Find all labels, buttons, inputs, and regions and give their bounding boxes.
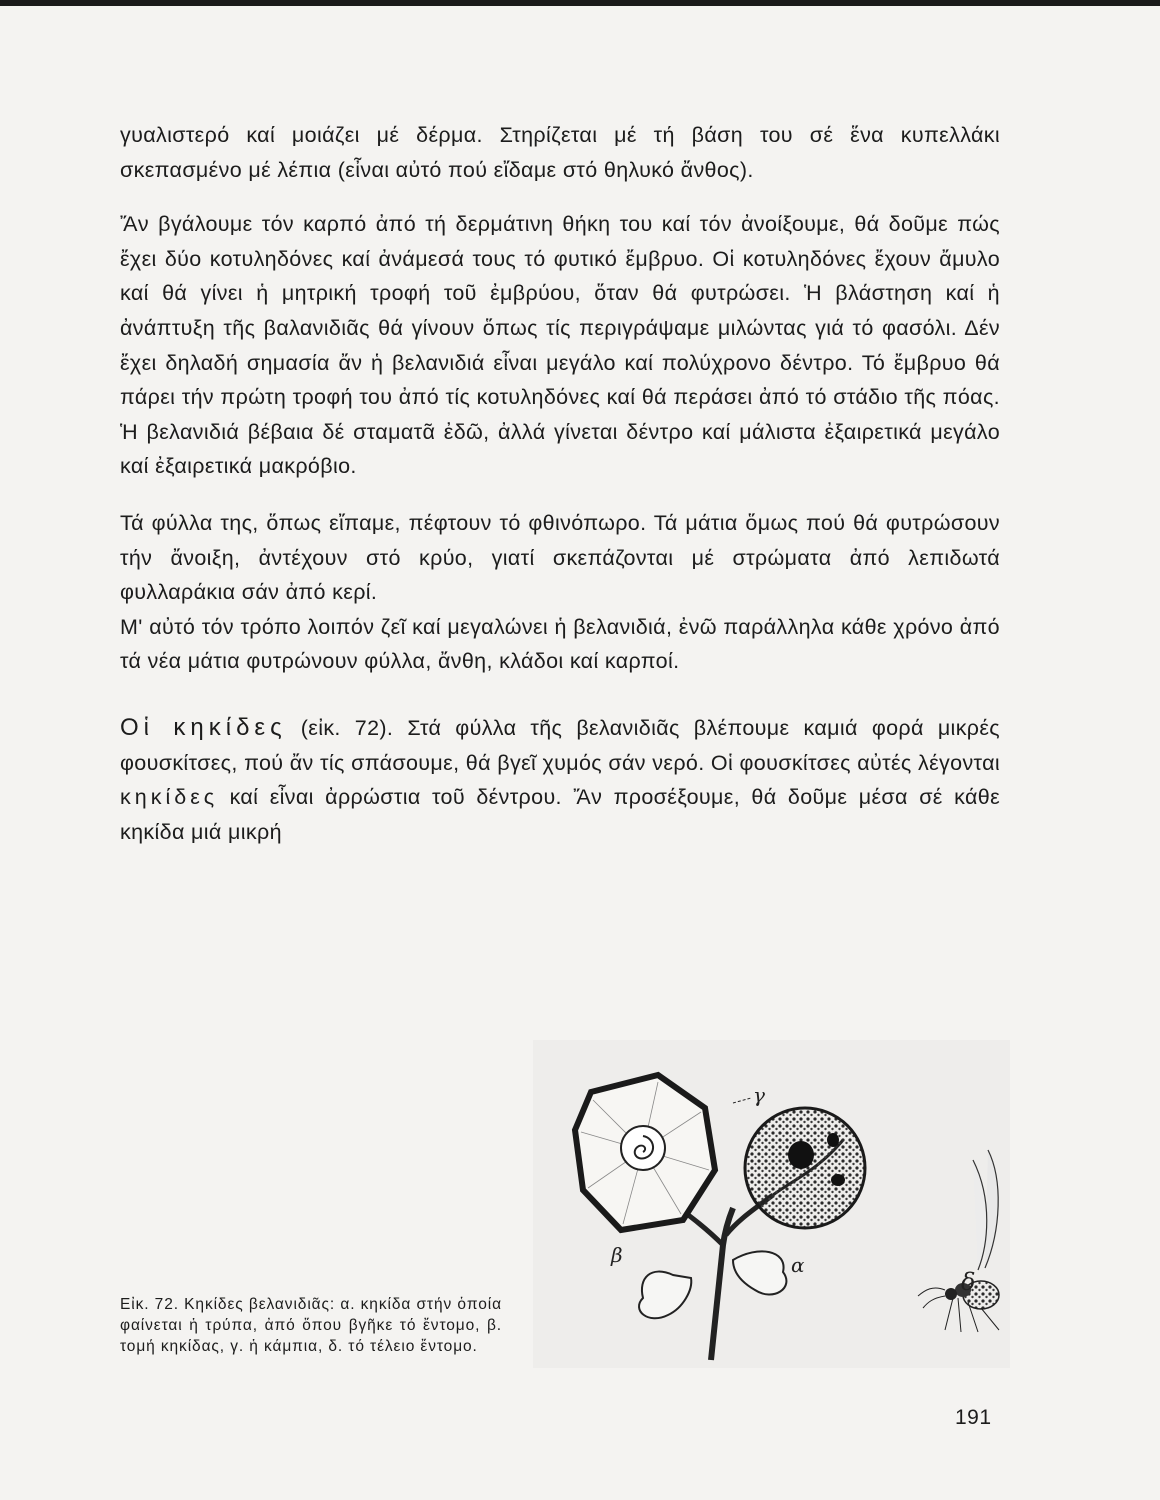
label-alpha: α bbox=[791, 1253, 805, 1277]
section-paragraph bbox=[120, 711, 1000, 849]
section-text-1: Στά φύλλα τῆς βελανιδιᾶς βλέπουμε καμιά φορά μικρές φουσκίτσες, πού ἄν τίς σπάσουμε, θά βγεῖ χυμός σάν νερό. Οἱ φουσκίτσες αὐτές λέγονται bbox=[120, 715, 1001, 775]
section-text-2: καί εἶναι ἀρρώστια τοῦ δέντρου. Ἄν προσέξουμε, θά δοῦμε μέσα σέ κάθε κηκίδα μιά μικρή bbox=[120, 785, 1000, 844]
gall-illustration bbox=[533, 1040, 1010, 1368]
figure-reference: (εἰκ. 72). bbox=[300, 715, 394, 740]
gall-cross-section bbox=[575, 1075, 715, 1230]
wasp-insect bbox=[918, 1150, 999, 1332]
label-beta: β bbox=[611, 1243, 623, 1267]
label-gamma: γ bbox=[753, 1083, 765, 1107]
section-heading: Οἱ κηκίδες bbox=[120, 713, 287, 741]
body-text bbox=[120, 118, 1000, 849]
paragraph-3: Τά φύλλα της, ὅπως εἴπαμε, πέφτουν τό φθινόπωρο. Τά μάτια ὅμως πού θά φυτρώσουν τήν ἄνοιξη, ἀντέχουν στό κρύο, γιατί σκεπάζονται μέ στρώματα ἀπό λεπιδωτά φυλλαράκια σάν ἀπό κερί. bbox=[120, 510, 1000, 605]
label-delta: δ bbox=[961, 1268, 976, 1296]
page-top-edge bbox=[0, 0, 1160, 6]
paragraph-4: Μ' αὐτό τόν τρόπο λοιπόν ζεῖ καί μεγαλώνει ἡ βελανιδιά, ἐνῶ παράλληλα κάθε χρόνο ἀπό τά νέα μάτια φυτρώνουν φύλλα, ἄνθη, κλάδοι καί καρποί. bbox=[120, 614, 1000, 674]
whole-gall bbox=[745, 1108, 865, 1228]
paragraph-1: γυαλιστερό καί μοιάζει μέ δέρμα. Στηρίζεται μέ τή βάση του σέ ἕνα κυπελλάκι σκεπασμένο μέ λέπια (εἶναι αὐτό πού εἴδαμε στό θηλυκό ἄνθος). bbox=[120, 123, 1000, 182]
page-number: 191 bbox=[955, 1406, 992, 1429]
paragraph-2: Ἄν βγάλουμε τόν καρπό ἀπό τή δερμάτινη θήκη του καί τόν ἀνοίξουμε, θά δοῦμε πώς ἔχει δύο κοτυληδόνες καί ἀνάμεσά τους τό φυτικό ἔμβρυο. Οἱ κοτυληδόνες ἔχουν ἄμυλο καί θά γίνει ἡ μητρική τροφή τοῦ ἐμβρύου, ὅταν θά φυτρώσει. Ἡ βλάστηση καί ἡ ἀνάπτυξη τῆς βαλανιδιᾶς θά γίνουν ὅπως τίς περιγράψαμε μιλώντας γιά τό φασόλι. Δέν ἔχει δηλαδή σημασία ἄν ἡ βελανιδιά εἶναι μεγάλο καί πολύχρονο δέντρο. Τό ἔμβρυο θά πάρει τήν πρώτη τροφή του ἀπό τίς κοτυληδόνες καί θά περάσει ἀπό τό στάδιο τῆς πόας. Ἡ βελανιδιά βέβαια δέ σταματᾶ ἐδῶ, ἀλλά γίνεται δέντρο καί μάλιστα ἐξαιρετικά μεγάλο καί ἐξαιρετικά μακρόβιο. bbox=[120, 212, 1000, 479]
section-term: κηκίδες bbox=[120, 785, 219, 810]
figure-caption: Εἰκ. 72. Κηκίδες βελανιδιᾶς: α. κηκίδα στήν ὁποία φαίνεται ἡ τρύπα, ἀπό ὅπου βγῆκε τό ἔντομο, β. τομή κηκίδας, γ. ἡ κάμπια, δ. τό τέλειο ἔντομο. bbox=[120, 1296, 502, 1355]
